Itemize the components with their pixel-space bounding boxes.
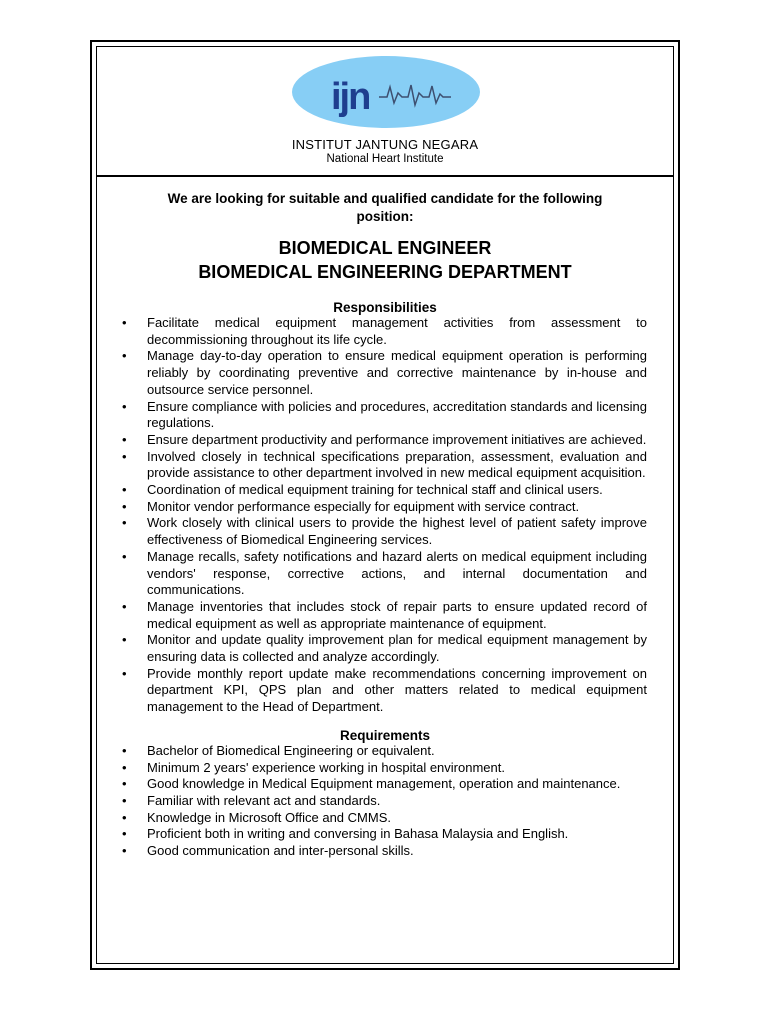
bullet-icon: • xyxy=(122,348,127,364)
list-item: • Good communication and inter-personal skills. xyxy=(122,843,414,859)
bullet-icon: • xyxy=(122,632,127,648)
header xyxy=(97,47,673,177)
org-name: INSTITUT JANTUNG NEGARA xyxy=(291,137,479,152)
bullet-icon: • xyxy=(122,776,127,792)
list-item: • Knowledge in Microsoft Office and CMMS. xyxy=(122,809,391,825)
bullet-icon: • xyxy=(122,598,127,614)
list-item: • Involved closely in technical specifications preparation, assessment, evaluation and provide assistance to other department involved in new medical equipment acquisition. xyxy=(122,448,647,481)
bullet-icon: • xyxy=(122,482,127,498)
list-item: • Proficient both in writing and conversing in Bahasa Malaysia and English. xyxy=(122,826,569,842)
bullet-icon: • xyxy=(122,665,127,681)
content xyxy=(97,177,673,860)
logo-ellipse xyxy=(292,56,480,128)
list-item: • Bachelor of Biomedical Engineering or equivalent. xyxy=(122,742,435,758)
document-frame xyxy=(90,40,680,970)
intro-text: We are looking for suitable and qualified candidate for the following position: xyxy=(167,191,603,224)
bullet-icon: • xyxy=(122,759,127,775)
bullet-icon: • xyxy=(122,792,127,808)
list-item: • Monitor vendor performance especially for equipment with service contract. xyxy=(122,498,580,514)
list-item: • Provide monthly report update make recommendations concerning improvement on department KPI, QPS plan and other matters related to medical equipment management to the Head of Department. xyxy=(122,665,647,715)
list-item: • Coordination of medical equipment training for technical staff and clinical users. xyxy=(122,482,603,498)
list-item: • Manage inventories that includes stock of repair parts to ensure updated record of medical equipment as well as appropriate maintenance of equipment. xyxy=(122,598,647,631)
list-item: • Minimum 2 years' experience working in hospital environment. xyxy=(122,759,505,775)
list-item: • Work closely with clinical users to provide the highest level of patient safety improve effectiveness of Biomedical Engineering services. xyxy=(122,515,647,548)
requirements-heading: Requirements xyxy=(339,727,431,743)
bullet-icon: • xyxy=(122,742,127,758)
document-inner-frame xyxy=(96,46,674,964)
bullet-icon: • xyxy=(122,448,127,464)
requirements-list xyxy=(97,743,673,860)
bullet-icon: • xyxy=(122,515,127,531)
bullet-icon: • xyxy=(122,826,127,842)
bullet-icon: • xyxy=(122,548,127,564)
position-title xyxy=(97,236,673,284)
bullet-icon: • xyxy=(122,809,127,825)
list-item: • Ensure compliance with policies and procedures, accreditation standards and licensing regulations. xyxy=(122,398,647,431)
responsibilities-heading: Responsibilities xyxy=(333,300,437,315)
position-department: BIOMEDICAL ENGINEERING DEPARTMENT xyxy=(198,262,572,282)
list-item: • Monitor and update quality improvement plan for medical equipment management by ensuring data is collected and analyze accordingly. xyxy=(122,632,647,665)
bullet-icon: • xyxy=(122,315,127,330)
responsibilities-list xyxy=(97,315,673,716)
bullet-icon: • xyxy=(122,498,127,514)
list-item: • Manage day-to-day operation to ensure medical equipment operation is performing reliably by coordinating preventive and corrective maintenance by in-house and outsource service personnel. xyxy=(122,348,647,397)
list-item: • Ensure department productivity and performance improvement initiatives are achieved. xyxy=(122,431,647,447)
logo-text: ijn xyxy=(331,76,370,118)
list-item: • Manage recalls, safety notifications and hazard alerts on medical equipment including vendors' response, corrective actions, and internal documentation and communications. xyxy=(122,548,647,598)
list-item: • Familiar with relevant act and standards. xyxy=(122,792,381,808)
position-name: BIOMEDICAL ENGINEER xyxy=(278,238,492,258)
list-item: • Facilitate medical equipment management activities from assessment to decommissioning throughout its life cycle. xyxy=(122,315,647,347)
bullet-icon: • xyxy=(122,843,127,859)
ijn-logo xyxy=(291,55,481,129)
bullet-icon: • xyxy=(122,431,127,447)
org-subtitle: National Heart Institute xyxy=(326,153,444,165)
list-item: • Good knowledge in Medical Equipment management, operation and maintenance. xyxy=(122,776,621,792)
bullet-icon: • xyxy=(122,398,127,414)
